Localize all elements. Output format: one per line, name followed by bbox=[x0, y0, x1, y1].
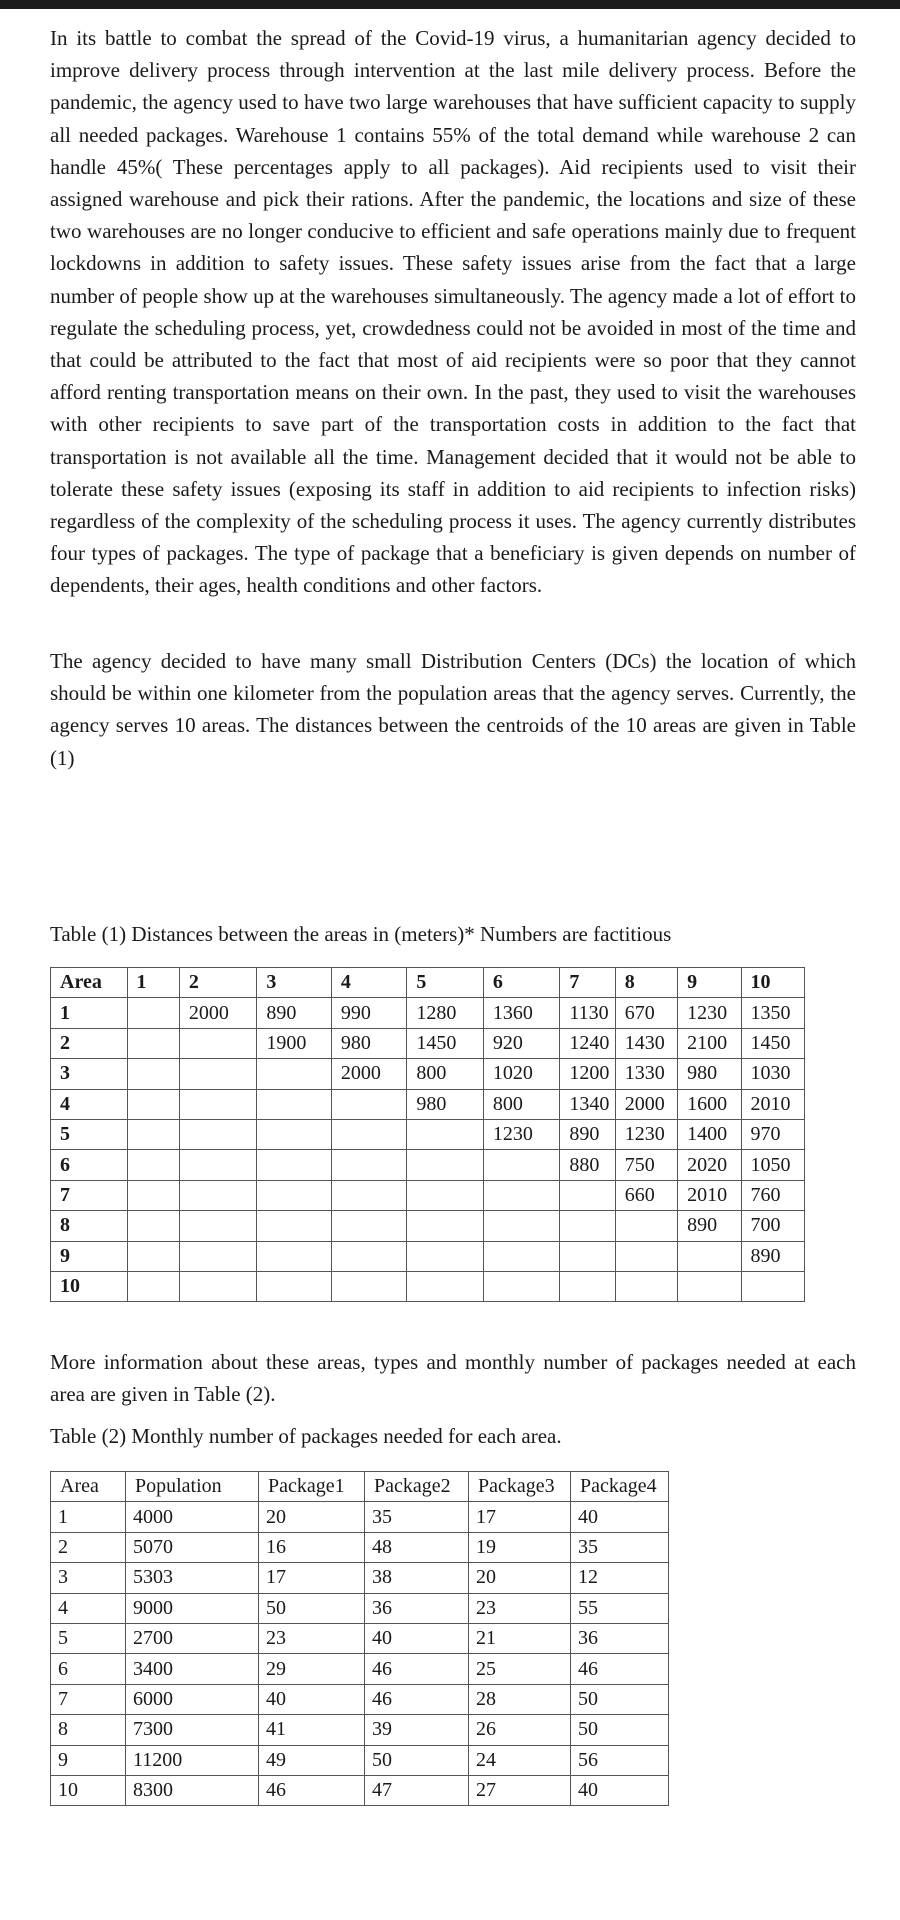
packages-table-row bbox=[51, 1563, 669, 1593]
distance-header-cell: 1 bbox=[127, 968, 179, 998]
packages-table-body bbox=[51, 1502, 669, 1806]
packages-table bbox=[50, 1471, 669, 1806]
distance-cell bbox=[257, 1119, 331, 1149]
packages-cell: 39 bbox=[365, 1715, 469, 1745]
packages-table-row bbox=[51, 1654, 669, 1684]
distance-cell bbox=[127, 1180, 179, 1210]
more-info-paragraph: More information about these areas, types and monthly number of packages needed at each area are given in Table (2). bbox=[50, 1350, 856, 1407]
distance-cell bbox=[179, 1028, 257, 1058]
distance-cell: 800 bbox=[407, 1059, 484, 1089]
distance-cell bbox=[179, 1271, 257, 1301]
distance-table-body bbox=[51, 998, 805, 1302]
packages-cell: 38 bbox=[365, 1563, 469, 1593]
distance-table-row bbox=[51, 1119, 805, 1149]
distance-cell bbox=[483, 1271, 560, 1301]
distance-cell bbox=[483, 1180, 560, 1210]
packages-cell: 24 bbox=[469, 1745, 571, 1775]
distance-table-row bbox=[51, 1059, 805, 1089]
distance-cell: 1230 bbox=[615, 1119, 677, 1149]
distance-table bbox=[50, 967, 805, 1302]
distance-cell bbox=[407, 1241, 484, 1271]
distance-cell bbox=[407, 1119, 484, 1149]
distance-header-cell: 5 bbox=[407, 968, 484, 998]
distance-table-row bbox=[51, 1241, 805, 1271]
packages-cell: 41 bbox=[259, 1715, 365, 1745]
packages-cell: 55 bbox=[571, 1593, 669, 1623]
distance-cell bbox=[331, 1119, 407, 1149]
distance-cell bbox=[615, 1241, 677, 1271]
packages-cell: 16 bbox=[259, 1532, 365, 1562]
distance-table-row bbox=[51, 1150, 805, 1180]
distance-cell: 670 bbox=[615, 998, 677, 1028]
packages-cell-area: 3 bbox=[51, 1563, 126, 1593]
packages-cell: 29 bbox=[259, 1654, 365, 1684]
distance-cell bbox=[483, 1211, 560, 1241]
distance-cell-area: 2 bbox=[51, 1028, 128, 1058]
intro-paragraph: In its battle to combat the spread of the Covid-19 virus, a humanitarian agency decided to improve delivery process through intervention at the last mile delivery process. Before the pandemic, the agency used to have two large warehouses that have sufficient capacity to supply all needed packages. Warehouse 1 contains 55% of the total demand while warehouse 2 can handle 45%( These percentages apply to all packages). Aid recipients used to visit their assigned warehouse and pick their rations. After the pandemic, the locations and size of these two warehouses are no longer conducive to efficient and safe operations mainly due to frequent lockdowns in addition to safety issues. These safety issues arise from the fact that a large number of people show up at the warehouses simultaneously. The agency made a lot of effort to regulate the scheduling process, yet, crowdedness could not be avoided in most of the time and that could be attributed to the fact that most of aid recipients were so poor that they cannot afford renting transportation means on their own. In the past, they used to visit the warehouses with other recipients to save part of the transportation costs in addition to the fact that transportation is not available all the time. Management decided that it would not be able to tolerate these safety issues (exposing its staff in addition to aid recipients to infection risks) regardless of the complexity of the scheduling process it uses. The agency currently distributes four types of packages. The type of package that a beneficiary is given depends on number of dependents, their ages, health conditions and other factors. bbox=[50, 26, 856, 598]
packages-cell: 40 bbox=[571, 1502, 669, 1532]
table1-caption: Table (1) Distances between the areas in (meters)* Numbers are factitious bbox=[50, 922, 672, 946]
packages-cell: 20 bbox=[259, 1502, 365, 1532]
distance-cell bbox=[331, 1089, 407, 1119]
distance-cell bbox=[678, 1241, 741, 1271]
packages-header-cell: Area bbox=[51, 1472, 126, 1502]
distance-header-cell: 10 bbox=[741, 968, 805, 998]
packages-cell: 46 bbox=[365, 1654, 469, 1684]
distance-header-cell: 8 bbox=[615, 968, 677, 998]
distance-cell bbox=[257, 1150, 331, 1180]
distance-cell: 890 bbox=[678, 1211, 741, 1241]
packages-table-row bbox=[51, 1684, 669, 1714]
distance-cell bbox=[257, 1271, 331, 1301]
packages-cell: 40 bbox=[571, 1775, 669, 1805]
packages-cell: 23 bbox=[469, 1593, 571, 1623]
distance-cell: 1230 bbox=[678, 998, 741, 1028]
packages-cell: 36 bbox=[571, 1623, 669, 1653]
distance-cell bbox=[331, 1180, 407, 1210]
distance-cell bbox=[331, 1150, 407, 1180]
packages-table-row bbox=[51, 1715, 669, 1745]
distance-cell: 980 bbox=[331, 1028, 407, 1058]
distance-table-row bbox=[51, 1089, 805, 1119]
distance-cell: 880 bbox=[560, 1150, 615, 1180]
distance-cell: 1400 bbox=[678, 1119, 741, 1149]
packages-cell-area: 7 bbox=[51, 1684, 126, 1714]
distance-cell-area: 9 bbox=[51, 1241, 128, 1271]
distance-cell bbox=[179, 1089, 257, 1119]
packages-cell: 56 bbox=[571, 1745, 669, 1775]
packages-cell: 40 bbox=[259, 1684, 365, 1714]
distance-cell bbox=[179, 1241, 257, 1271]
distance-header-cell: Area bbox=[51, 968, 128, 998]
distance-cell: 1200 bbox=[560, 1059, 615, 1089]
packages-cell: 35 bbox=[365, 1502, 469, 1532]
packages-cell: 23 bbox=[259, 1623, 365, 1653]
distance-cell bbox=[127, 1059, 179, 1089]
packages-cell-area: 2 bbox=[51, 1532, 126, 1562]
distance-cell bbox=[560, 1211, 615, 1241]
packages-cell: 7300 bbox=[126, 1715, 259, 1745]
packages-cell: 9000 bbox=[126, 1593, 259, 1623]
distance-cell: 2000 bbox=[179, 998, 257, 1028]
distance-cell-area: 5 bbox=[51, 1119, 128, 1149]
packages-cell: 27 bbox=[469, 1775, 571, 1805]
distance-cell bbox=[179, 1150, 257, 1180]
distance-cell: 890 bbox=[741, 1241, 805, 1271]
packages-cell-area: 9 bbox=[51, 1745, 126, 1775]
distance-cell bbox=[407, 1150, 484, 1180]
distance-cell-area: 1 bbox=[51, 998, 128, 1028]
packages-header-cell: Population bbox=[126, 1472, 259, 1502]
distance-cell: 1450 bbox=[407, 1028, 484, 1058]
distance-cell: 980 bbox=[678, 1059, 741, 1089]
distance-cell bbox=[560, 1271, 615, 1301]
packages-cell: 19 bbox=[469, 1532, 571, 1562]
packages-cell: 4000 bbox=[126, 1502, 259, 1532]
distance-cell: 2100 bbox=[678, 1028, 741, 1058]
packages-header-cell: Package1 bbox=[259, 1472, 365, 1502]
distance-cell bbox=[741, 1271, 805, 1301]
distance-cell bbox=[560, 1241, 615, 1271]
distance-header-cell: 3 bbox=[257, 968, 331, 998]
packages-cell: 25 bbox=[469, 1654, 571, 1684]
packages-cell: 2700 bbox=[126, 1623, 259, 1653]
distance-cell bbox=[257, 1059, 331, 1089]
distance-cell-area: 3 bbox=[51, 1059, 128, 1089]
distance-cell-area: 4 bbox=[51, 1089, 128, 1119]
distance-cell-area: 10 bbox=[51, 1271, 128, 1301]
distance-cell: 970 bbox=[741, 1119, 805, 1149]
packages-cell: 46 bbox=[571, 1654, 669, 1684]
distance-cell bbox=[615, 1271, 677, 1301]
distance-table-row bbox=[51, 1271, 805, 1301]
packages-cell: 47 bbox=[365, 1775, 469, 1805]
distance-cell bbox=[407, 1271, 484, 1301]
distance-cell bbox=[615, 1211, 677, 1241]
distance-cell bbox=[179, 1180, 257, 1210]
distance-cell bbox=[257, 1089, 331, 1119]
distance-cell bbox=[257, 1180, 331, 1210]
distance-cell bbox=[127, 1241, 179, 1271]
packages-cell-area: 1 bbox=[51, 1502, 126, 1532]
distance-cell: 1230 bbox=[483, 1119, 560, 1149]
packages-cell: 36 bbox=[365, 1593, 469, 1623]
distance-cell: 760 bbox=[741, 1180, 805, 1210]
distance-cell bbox=[483, 1241, 560, 1271]
distance-table-header-row bbox=[51, 968, 805, 998]
packages-cell: 46 bbox=[365, 1684, 469, 1714]
distance-cell bbox=[127, 1089, 179, 1119]
distance-cell: 2020 bbox=[678, 1150, 741, 1180]
packages-cell: 26 bbox=[469, 1715, 571, 1745]
distance-cell bbox=[407, 1211, 484, 1241]
distance-table-row bbox=[51, 1180, 805, 1210]
packages-header-cell: Package2 bbox=[365, 1472, 469, 1502]
distance-cell: 1900 bbox=[257, 1028, 331, 1058]
distance-cell bbox=[331, 1211, 407, 1241]
distance-header-cell: 7 bbox=[560, 968, 615, 998]
distance-cell bbox=[127, 1028, 179, 1058]
distance-cell: 1450 bbox=[741, 1028, 805, 1058]
distance-cell: 2000 bbox=[331, 1059, 407, 1089]
distance-cell bbox=[331, 1241, 407, 1271]
packages-cell-area: 10 bbox=[51, 1775, 126, 1805]
packages-cell: 20 bbox=[469, 1563, 571, 1593]
distance-cell bbox=[407, 1180, 484, 1210]
packages-header-cell: Package4 bbox=[571, 1472, 669, 1502]
distance-cell-area: 7 bbox=[51, 1180, 128, 1210]
distance-cell: 2010 bbox=[741, 1089, 805, 1119]
distance-table-row bbox=[51, 998, 805, 1028]
distance-cell: 1600 bbox=[678, 1089, 741, 1119]
packages-cell: 28 bbox=[469, 1684, 571, 1714]
distance-cell: 1050 bbox=[741, 1150, 805, 1180]
packages-table-row bbox=[51, 1623, 669, 1653]
distance-cell: 890 bbox=[560, 1119, 615, 1149]
packages-cell: 50 bbox=[365, 1745, 469, 1775]
distance-cell bbox=[179, 1211, 257, 1241]
distance-cell bbox=[331, 1271, 407, 1301]
distance-cell bbox=[179, 1119, 257, 1149]
distance-cell: 1360 bbox=[483, 998, 560, 1028]
distance-cell bbox=[127, 1119, 179, 1149]
packages-cell: 5070 bbox=[126, 1532, 259, 1562]
distance-cell-area: 8 bbox=[51, 1211, 128, 1241]
distance-cell: 980 bbox=[407, 1089, 484, 1119]
distance-cell bbox=[127, 1150, 179, 1180]
distance-table-row bbox=[51, 1211, 805, 1241]
packages-cell-area: 6 bbox=[51, 1654, 126, 1684]
packages-cell-area: 4 bbox=[51, 1593, 126, 1623]
distance-cell: 1280 bbox=[407, 998, 484, 1028]
distance-cell: 2000 bbox=[615, 1089, 677, 1119]
packages-cell: 11200 bbox=[126, 1745, 259, 1775]
distance-cell: 1330 bbox=[615, 1059, 677, 1089]
distance-cell: 700 bbox=[741, 1211, 805, 1241]
packages-cell-area: 5 bbox=[51, 1623, 126, 1653]
packages-table-row bbox=[51, 1745, 669, 1775]
packages-cell: 50 bbox=[571, 1715, 669, 1745]
distance-cell: 2010 bbox=[678, 1180, 741, 1210]
distance-cell: 660 bbox=[615, 1180, 677, 1210]
packages-cell: 35 bbox=[571, 1532, 669, 1562]
distance-cell: 920 bbox=[483, 1028, 560, 1058]
distance-cell bbox=[179, 1059, 257, 1089]
packages-cell: 12 bbox=[571, 1563, 669, 1593]
distance-header-cell: 6 bbox=[483, 968, 560, 998]
distance-header-cell: 4 bbox=[331, 968, 407, 998]
packages-cell: 17 bbox=[259, 1563, 365, 1593]
distance-cell: 890 bbox=[257, 998, 331, 1028]
packages-cell: 5303 bbox=[126, 1563, 259, 1593]
distance-cell: 1430 bbox=[615, 1028, 677, 1058]
distance-cell-area: 6 bbox=[51, 1150, 128, 1180]
packages-cell: 6000 bbox=[126, 1684, 259, 1714]
distance-cell bbox=[127, 1271, 179, 1301]
packages-table-row bbox=[51, 1502, 669, 1532]
distance-cell bbox=[127, 1211, 179, 1241]
distance-header-cell: 2 bbox=[179, 968, 257, 998]
top-border-bar bbox=[0, 0, 900, 9]
packages-cell: 17 bbox=[469, 1502, 571, 1532]
packages-cell: 3400 bbox=[126, 1654, 259, 1684]
packages-cell-area: 8 bbox=[51, 1715, 126, 1745]
distance-cell bbox=[483, 1150, 560, 1180]
distance-cell bbox=[127, 998, 179, 1028]
distance-cell bbox=[257, 1211, 331, 1241]
distance-cell: 1240 bbox=[560, 1028, 615, 1058]
distance-cell: 1020 bbox=[483, 1059, 560, 1089]
distance-cell bbox=[560, 1180, 615, 1210]
distance-cell: 990 bbox=[331, 998, 407, 1028]
dc-paragraph: The agency decided to have many small Distribution Centers (DCs) the location of which should be within one kilometer from the population areas that the agency serves. Currently, the agency serves 10 areas. The distances between the centroids of the 10 areas are given in Table (1) bbox=[50, 649, 856, 770]
packages-cell: 46 bbox=[259, 1775, 365, 1805]
distance-cell: 1030 bbox=[741, 1059, 805, 1089]
distance-cell: 800 bbox=[483, 1089, 560, 1119]
distance-table-row bbox=[51, 1028, 805, 1058]
distance-cell bbox=[678, 1271, 741, 1301]
packages-cell: 8300 bbox=[126, 1775, 259, 1805]
packages-cell: 49 bbox=[259, 1745, 365, 1775]
distance-cell: 1340 bbox=[560, 1089, 615, 1119]
distance-header-cell: 9 bbox=[678, 968, 741, 998]
distance-cell bbox=[257, 1241, 331, 1271]
distance-cell: 1130 bbox=[560, 998, 615, 1028]
packages-table-row bbox=[51, 1593, 669, 1623]
distance-cell: 750 bbox=[615, 1150, 677, 1180]
packages-cell: 50 bbox=[571, 1684, 669, 1714]
packages-table-header-row bbox=[51, 1472, 669, 1502]
packages-table-row bbox=[51, 1532, 669, 1562]
packages-header-cell: Package3 bbox=[469, 1472, 571, 1502]
packages-cell: 48 bbox=[365, 1532, 469, 1562]
distance-cell: 1350 bbox=[741, 998, 805, 1028]
packages-cell: 21 bbox=[469, 1623, 571, 1653]
packages-table-row bbox=[51, 1775, 669, 1805]
table2-caption: Table (2) Monthly number of packages needed for each area. bbox=[50, 1424, 562, 1448]
packages-cell: 40 bbox=[365, 1623, 469, 1653]
packages-cell: 50 bbox=[259, 1593, 365, 1623]
